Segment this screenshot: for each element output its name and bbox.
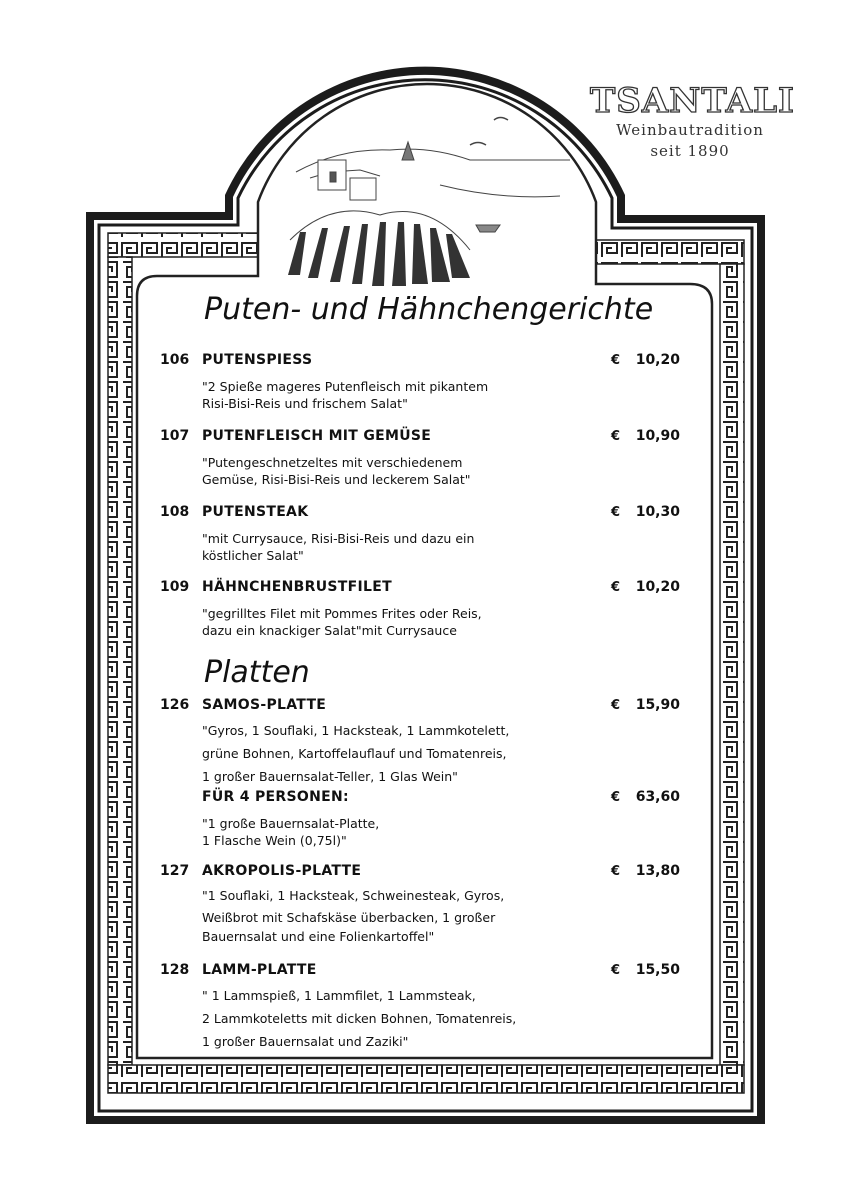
item-number: 109 — [160, 579, 190, 595]
item-description-line: grüne Bohnen, Kartoffelauflauf und Tomatenreis, — [202, 746, 507, 761]
item-number: 126 — [160, 697, 190, 713]
item-description-line: "gegrilltes Filet mit Pommes Frites oder Reis, — [202, 606, 482, 621]
item-name: HÄHNCHENBRUSTFILET — [202, 579, 392, 595]
item-description-line: Weißbrot mit Schafskäse überbacken, 1 großer — [202, 910, 496, 925]
menu-item — [160, 697, 680, 788]
brand-logo — [590, 81, 795, 162]
item-number: 128 — [160, 962, 190, 978]
item-description-line: "mit Currysauce, Risi-Bisi-Reis und dazu ein — [202, 531, 475, 546]
section-title-platters: Platten — [204, 655, 310, 690]
item-description-line: 2 Lammkoteletts mit dicken Bohnen, Tomatenreis, — [202, 1011, 517, 1026]
item-description-line: 1 großer Bauernsalat-Teller, 1 Glas Wein" — [202, 769, 458, 784]
menu-item — [160, 428, 680, 488]
euro-sign: € — [610, 429, 620, 444]
section-title-poultry: Puten- und Hähnchengerichte — [204, 292, 654, 327]
item-price: 63,60 — [635, 789, 680, 805]
item-price: 10,30 — [635, 504, 680, 520]
item-price: 10,20 — [635, 579, 680, 595]
item-number: 108 — [160, 504, 190, 520]
euro-sign: € — [610, 963, 620, 978]
menu-item-sub — [160, 789, 680, 849]
item-description-line: 1 großer Bauernsalat und Zaziki" — [202, 1034, 409, 1049]
greek-key-right — [720, 264, 744, 1065]
brand-name: TSANTALI — [590, 81, 795, 121]
item-description-line: " 1 Lammspieß, 1 Lammfilet, 1 Lammsteak, — [202, 988, 476, 1003]
item-price: 15,50 — [635, 962, 680, 978]
item-description-line: Risi-Bisi-Reis und frischem Salat" — [202, 396, 408, 411]
item-price: 13,80 — [635, 863, 680, 879]
greek-key-bottom — [108, 1065, 744, 1093]
item-description-line: "Gyros, 1 Souflaki, 1 Hacksteak, 1 Lammkotelett, — [202, 723, 510, 738]
item-name: AKROPOLIS-PLATTE — [202, 863, 362, 879]
menu-item — [160, 962, 680, 1053]
item-description-line: Gemüse, Risi-Bisi-Reis und leckerem Salat" — [202, 472, 471, 487]
brand-tagline: Weinbautradition — [616, 121, 764, 139]
item-price: 10,90 — [635, 428, 680, 444]
euro-sign: € — [610, 353, 620, 368]
item-name: SAMOS-PLATTE — [202, 697, 327, 713]
item-price: 10,20 — [635, 352, 680, 368]
menu-item — [160, 863, 680, 945]
item-name: LAMM-PLATTE — [202, 962, 317, 978]
euro-sign: € — [610, 505, 620, 520]
menu-item — [160, 579, 680, 639]
item-name: FÜR 4 PERSONEN: — [202, 789, 349, 805]
item-description-line: 1 Flasche Wein (0,75l)" — [202, 833, 347, 848]
brand-since: seit 1890 — [650, 142, 730, 160]
euro-sign: € — [610, 790, 620, 805]
item-description-line: dazu ein knackiger Salat"mit Currysauce — [202, 623, 457, 638]
item-description-line: Bauernsalat und eine Folienkartoffel" — [202, 929, 435, 944]
greek-key-top-right — [596, 240, 744, 264]
euro-sign: € — [610, 864, 620, 879]
item-number: 106 — [160, 352, 190, 368]
item-name: PUTENSTEAK — [202, 504, 309, 520]
greek-key-left — [108, 257, 132, 1065]
item-number: 127 — [160, 863, 190, 879]
euro-sign: € — [610, 698, 620, 713]
item-name: PUTENSPIESS — [202, 352, 313, 368]
menu-item — [160, 504, 680, 564]
item-description-line: "1 Souflaki, 1 Hacksteak, Schweinesteak, Gyros, — [202, 888, 505, 903]
euro-sign: € — [610, 580, 620, 595]
item-name: PUTENFLEISCH MIT GEMÜSE — [202, 428, 432, 444]
item-description-line: "2 Spieße mageres Putenfleisch mit pikantem — [202, 379, 489, 394]
item-price: 15,90 — [635, 697, 680, 713]
item-description-line: köstlicher Salat" — [202, 548, 304, 563]
item-number: 107 — [160, 428, 190, 444]
menu-item — [160, 352, 680, 412]
item-description-line: "Putengeschnetzeltes mit verschiedenem — [202, 455, 463, 470]
item-description-line: "1 große Bauernsalat-Platte, — [202, 816, 380, 831]
greek-key-top-left — [108, 233, 258, 257]
